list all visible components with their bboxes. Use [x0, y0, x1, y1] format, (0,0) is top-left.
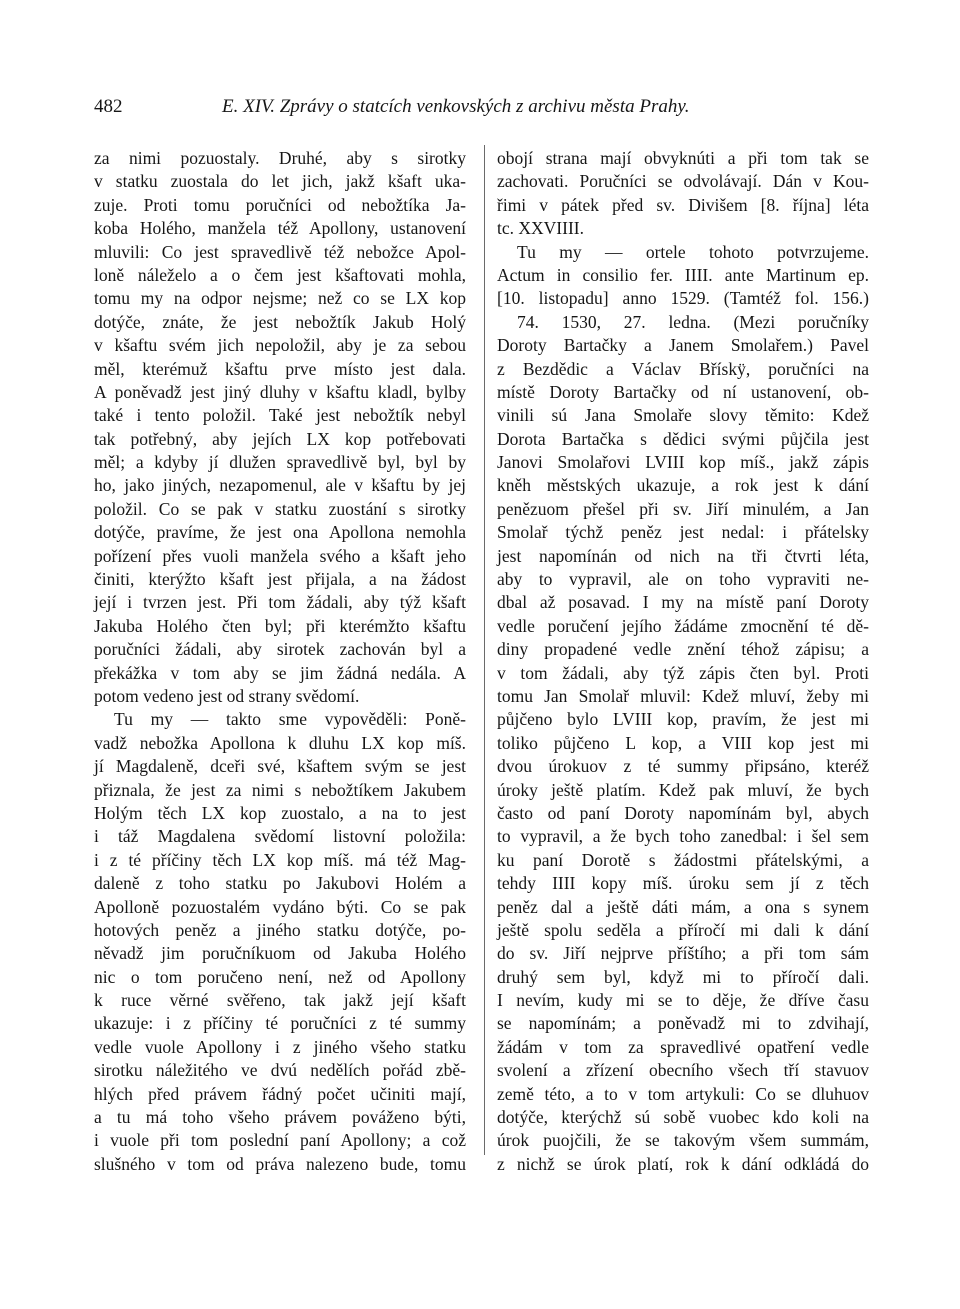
text-line: toliko půjčeno L kop, a VIII kop jest mi: [497, 732, 869, 753]
text-line: úrok puojčili, že se takovým všem summám,: [497, 1130, 869, 1151]
text-line: Tu my — ortele tohoto potvrzujeme.: [517, 241, 869, 262]
text-line: překážka v tom aby se jim žádná nedála. A: [94, 662, 466, 683]
text-line: ještě spolu seděla a příročí mi dali k dání: [497, 919, 869, 940]
text-line: ku paní Dorotě s žádostmi přátelskými, a: [497, 849, 869, 870]
text-line: peněz dal a ještě dáti mám, a ona s synem: [497, 896, 869, 917]
text-line: tak potřebný, aby jejích LX kop potřebovati: [94, 428, 466, 449]
text-line: z Bezdědic a Václav Břískÿ, poručníci na: [497, 358, 869, 379]
text-line: dbal až posavad. I my na místě paní Doroty: [497, 592, 869, 613]
text-line: Dorota Bartačka s dědici svými půjčila jest: [497, 428, 869, 449]
text-line: tc. XXVIIII.: [497, 218, 584, 239]
text-line: hotových peněz a jiného statku dotýče, po-: [94, 919, 466, 940]
text-line: loně náleželo a o čem jest kšaftovati mohla,: [94, 264, 466, 285]
left-text-column: [94, 147, 466, 1176]
text-line: tomu Jan Smolař mluvil: Kdež mluví, žeby mi: [497, 685, 869, 706]
text-line: činiti, kterýžto kšaft jest přijala, a na žádost: [94, 569, 466, 590]
text-line: hlých před právem řádný počet učiniti mají,: [94, 1083, 466, 1104]
text-line: půjčeno bylo LVIII kop, pravím, že jest mi: [497, 709, 869, 730]
text-line: to vypravil, a že bych toho zanedbal: i šel sem: [497, 826, 869, 847]
text-line: svolení a zřízení obecního všech tří stavuov: [497, 1060, 869, 1081]
text-line: druhý sem byl, když mi to příročí dali.: [497, 966, 869, 987]
text-line: Holým těch LX kop zuostalo, a na to jest: [94, 802, 466, 823]
text-line: daleně z toho statku po Jakubovi Holém a: [94, 873, 466, 894]
text-line: Janovi Smolařovi LVIII kop míš., jakž zápis: [497, 452, 869, 473]
text-line: dotýče, kterýchž sú sobě vuobec kdo koli na: [497, 1107, 869, 1128]
text-line: i z té příčiny těch LX kop míš. má též Mag-: [94, 849, 466, 870]
text-line: země této, a to v tom artykuli: Co se dluhuov: [497, 1083, 869, 1104]
text-line: v statku zuostala do let jich, jakž kšaft uka-: [94, 171, 466, 192]
text-line: diny propadené vedle znění téhož zápisu; a: [497, 639, 869, 660]
text-line: I nevím, kudy mi se to děje, že dříve času: [497, 990, 869, 1011]
text-line: vadž nebožka Apollona k dluhu LX kop míš.: [94, 732, 466, 753]
text-line: Jakuba Holého čten byl; při kterémžto kšaftu: [94, 615, 466, 636]
text-line: A poněvadž jest jiný dluhy v kšaftu kladl, bylby: [94, 381, 466, 402]
text-line: Doroty Bartačky a Janem Smolařem.) Pavel: [497, 335, 869, 356]
text-line: její i tvrzen jest. Při tom žádali, aby týž kšaft: [94, 592, 466, 613]
text-line: položil. Co se pak v statku zuostání s sirotky: [94, 498, 466, 519]
text-line: zachovati. Poručníci se odvolávají. Dán v Kou-: [497, 171, 869, 192]
text-line: dotýče, pravíme, že jest ona Apollona nemohla: [94, 522, 466, 543]
text-line: zuje. Proti tomu poručníci od nebožtíka Ja-: [94, 194, 466, 215]
running-title: E. XIV. Zprávy o statcích venkovských z archivu města Prahy.: [222, 96, 690, 117]
text-line: 74. 1530, 27. ledna. (Mezi poručníky: [517, 311, 869, 332]
text-line: Apolloně pozuostalém vydáno býti. Co se pak: [94, 896, 466, 917]
text-line: nic o tom poručeno není, než od Apollony: [94, 966, 466, 987]
text-line: mluvili: Co jest spravedlivě též nebožce Apol-: [94, 241, 466, 262]
text-line: také i tento položil. Také jest nebožtík nebyl: [94, 405, 466, 426]
text-line: k ruce věrné svěřeno, tak jakž její kšaft: [94, 990, 466, 1011]
column-divider: [484, 145, 485, 1155]
text-line: tehdy IIII kopy míš. úroku sem jí z těch: [497, 873, 869, 894]
text-line: i táž Magdalena svědomí listovní položila:: [94, 826, 466, 847]
right-text-column: [497, 147, 869, 1176]
text-line: měl; a kdyby jí dlužen spravedlivě byl, byl by: [94, 452, 466, 473]
text-line: Smolař týchž peněz jest nedal: i přátelsky: [497, 522, 869, 543]
text-line: v kšaftu svém jich nepoložil, aby je za sebou: [94, 335, 466, 356]
text-line: kněh městských ukazuje, a rok jest k dání: [497, 475, 869, 496]
text-line: místě Doroty Bartačky od ní ustanovení, ob-: [497, 381, 869, 402]
text-line: Actum in consilio fer. IIII. ante Martinum ep.: [497, 264, 869, 285]
text-line: jest napomínán od nich na tři čtvrti léta,: [497, 545, 869, 566]
text-line: slušného v tom od práva nalezeno bude, tomu: [94, 1153, 466, 1174]
text-line: sirotku náležitého ve dvú nedělích pořád zbě-: [94, 1060, 466, 1081]
text-line: Tu my — takto sme vypověděli: Poně-: [114, 709, 466, 730]
text-line: vinili sú Jana Smolaře slovy těmito: Kdež: [497, 405, 869, 426]
text-line: žádám v tom za spravedlivé opatření vedle: [497, 1036, 869, 1057]
text-line: dotýče, znáte, že jest nebožtík Jakub Holý: [94, 311, 466, 332]
text-line: aby to vypravil, ale on toho vypraviti ne-: [497, 569, 869, 590]
text-line: penězuom přešel při sv. Jiří minulém, a Jan: [497, 498, 869, 519]
text-line: vedle poručení jejího žádáme zmocnění té dě-: [497, 615, 869, 636]
text-line: dvou úrokuov z té summy připsáno, kteréž: [497, 756, 869, 777]
text-line: a tu má toho všeho právem pováženo býti,: [94, 1107, 466, 1128]
text-line: [10. listopadu] anno 1529. (Tamtéž fol. 156.): [497, 288, 869, 309]
text-line: pořízení přes vuoli manžela svého a kšaft jeho: [94, 545, 466, 566]
text-line: z nichž se úrok platí, rok k dání odkládá do: [497, 1153, 869, 1174]
text-line: do sv. Jiří nejprve příštího; a při tom sám: [497, 943, 869, 964]
text-line: se napomínám; a poněvadž mi to zdvihají,: [497, 1013, 869, 1034]
text-line: úroky ještě platím. Kdež pak mluví, že bych: [497, 779, 869, 800]
text-line: v tom žádali, aby týž zápis čten byl. Proti: [497, 662, 869, 683]
text-line: koba Holého, manžela též Apollony, ustanovení: [94, 218, 466, 239]
text-line: obojí strana mají obvyknúti a při tom tak se: [497, 148, 869, 168]
text-line: poručníci žádali, aby sirotek zachován byl a: [94, 639, 466, 660]
text-line: jí Magdaleně, dceři své, kšaftem svým se jest: [94, 756, 466, 777]
text-line: přiznala, že jest za nimi s nebožtíkem Jakubem: [94, 779, 466, 800]
text-line: vedle vuole Apollony i z jiného všeho statku: [94, 1036, 466, 1057]
text-line: ho, jako jiných, nezapomenul, ale v kšaftu by jej: [94, 475, 466, 496]
text-line: ukazuje: i z příčiny té poručníci z té summy: [94, 1013, 466, 1034]
text-line: potom vedeno jest od strany svědomí.: [94, 685, 360, 706]
text-line: řimi v pátek před sv. Divišem [8. října] léta: [497, 194, 869, 215]
text-line: za nimi pozuostaly. Druhé, aby s sirotky: [94, 148, 466, 168]
text-line: i vuole při tom poslední paní Apollony; a což: [94, 1130, 466, 1151]
text-line: tomu my na odpor nejsme; než co se LX kop: [94, 288, 466, 309]
page-header: [94, 96, 874, 126]
text-line: něvadž jim poručníkuom od Jakuba Holého: [94, 943, 466, 964]
page-number: 482: [94, 96, 123, 117]
text-line: často od paní Doroty napomínám byl, abych: [497, 802, 869, 823]
text-line: měl, kterémuž kšaftu prve místo jest dala.: [94, 358, 466, 379]
